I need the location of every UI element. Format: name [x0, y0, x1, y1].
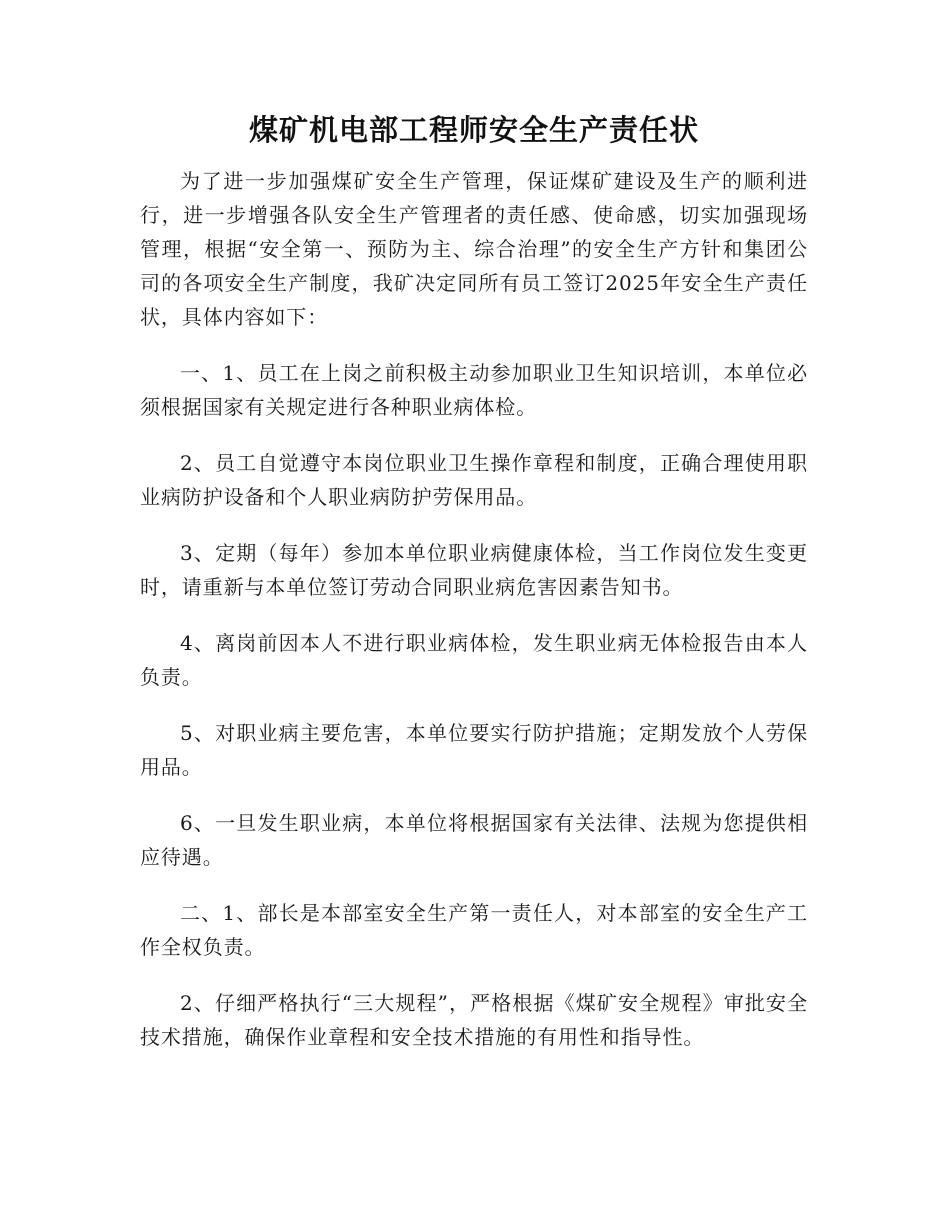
paragraph-2-1: 二、1、部长是本部室安全生产第一责任人，对本部室的安全生产工作全权负责。	[140, 901, 808, 959]
paragraph-intro: 为了进一步加强煤矿安全生产管理，保证煤矿建设及生产的顺利进行，进一步增强各队安全生产管理者的责任感、使命感，切实加强现场管理，根据“安全第一、预防为主、综合治理”的安全生产方针和集团公司的各项安全生产制度，我矿决定同所有员工签订2025年安全生产责任状，具体内容如下：	[140, 169, 808, 329]
document-title: 煤矿机电部工程师安全生产责任状	[248, 113, 699, 147]
paragraph-2-2: 2、仔细严格执行“三大规程”，严格根据《煤矿安全规程》审批安全技术措施，确保作业章程和安全技术措施的有用性和指导性。	[140, 991, 808, 1049]
document-page	[140, 110, 808, 1054]
paragraph-1-4: 4、离岗前因本人不进行职业病体检，发生职业病无体检报告由本人负责。	[140, 631, 808, 689]
paragraph-1-1: 一、1、员工在上岗之前积极主动参加职业卫生知识培训，本单位必须根据国家有关规定进行各种职业病体检。	[140, 361, 808, 419]
paragraph-1-3: 3、定期（每年）参加本单位职业病健康体检，当工作岗位发生变更时，请重新与本单位签订劳动合同职业病危害因素告知书。	[140, 541, 808, 599]
paragraph-1-6: 6、一旦发生职业病，本单位将根据国家有关法律、法规为您提供相应待遇。	[140, 811, 808, 869]
paragraph-1-2: 2、员工自觉遵守本岗位职业卫生操作章程和制度，正确合理使用职业病防护设备和个人职业病防护劳保用品。	[140, 451, 808, 509]
paragraph-1-5: 5、对职业病主要危害，本单位要实行防护措施；定期发放个人劳保用品。	[140, 721, 808, 779]
